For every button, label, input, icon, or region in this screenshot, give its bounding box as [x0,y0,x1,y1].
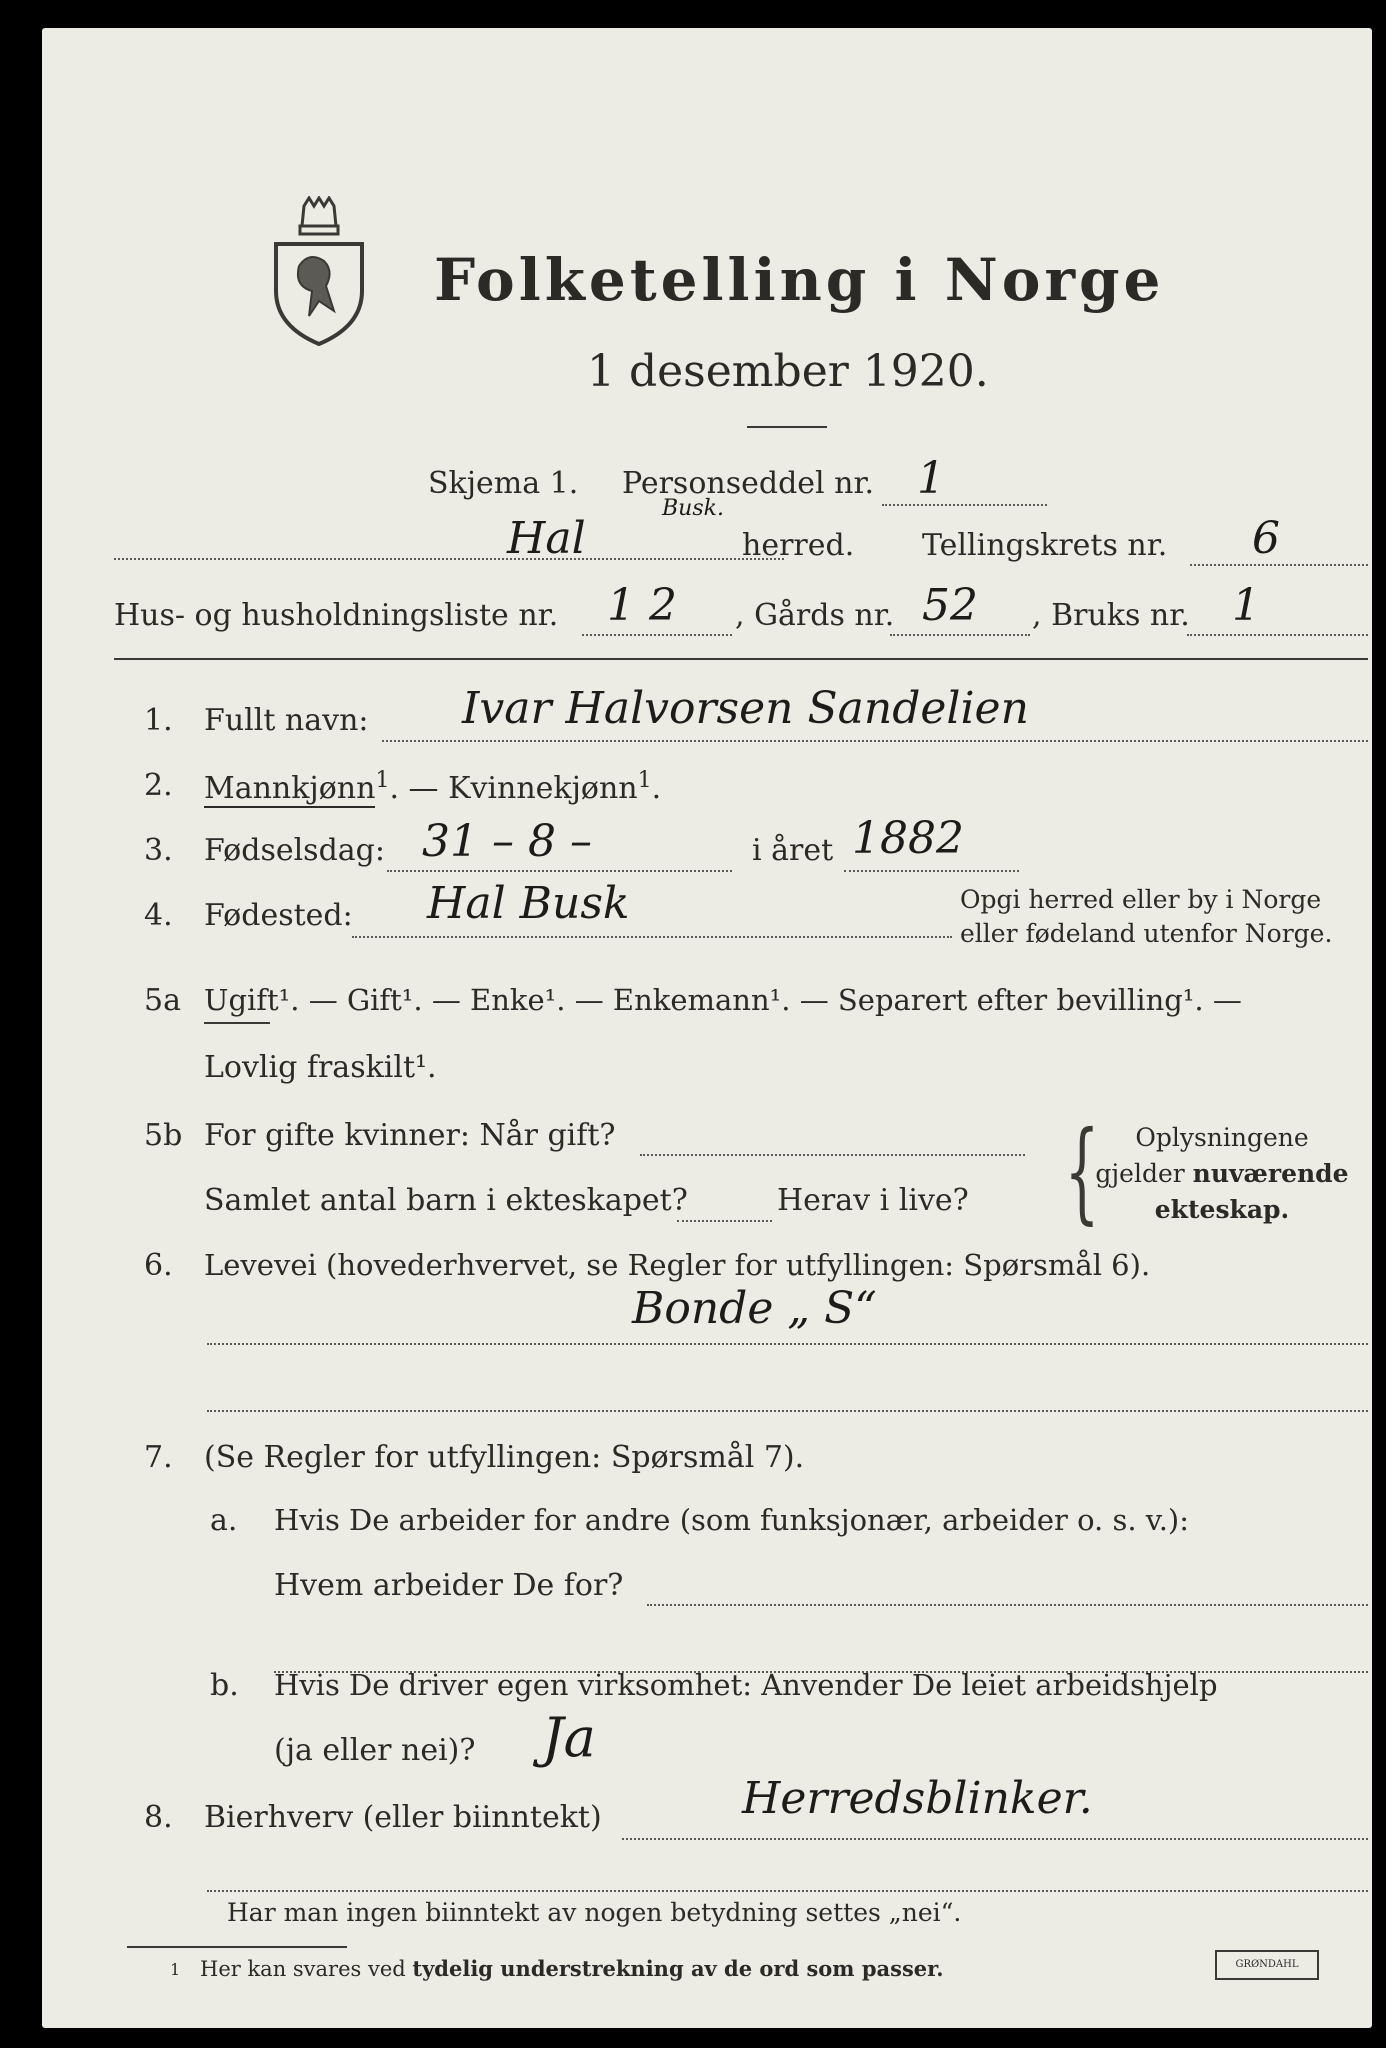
q1-dotted-line [382,740,1368,742]
footnote-divider [127,1946,347,1948]
q3-number: 3. [144,833,173,868]
q5b-dotted-line-1 [640,1154,1025,1156]
q3-year-value: 1882 [852,813,964,864]
schema-value: 1 [917,453,945,504]
q8-number: 8. [144,1800,173,1835]
q7b-letter: b. [210,1668,239,1703]
q1-label: Fullt navn: [204,703,369,738]
q7-number: 7. [144,1440,173,1475]
bruks-value: 1 [1232,580,1260,631]
q6-number: 6. [144,1248,173,1283]
q5b-note: Oplysningene gjelder nuværende ekteskap. [1095,1123,1349,1224]
schema-prefix: Skjema 1. [428,466,579,501]
gards-label: , Gårds nr. [735,598,895,633]
gards-value: 52 [922,580,978,631]
hus-dotted-line [582,634,732,636]
q2-male-option: Mannkjønn [204,771,376,806]
q3-year-dotted-line [844,870,1019,872]
q2-number: 2. [144,768,173,803]
herred-dotted-line [114,558,784,560]
q7a-line2: Hvem arbeider De for? [274,1568,624,1603]
printer-stamp: GRØNDAHL [1215,1950,1319,1980]
q5b-dotted-line-2 [677,1220,772,1222]
q1-value: Ivar Halvorsen Sandelien [462,683,1029,734]
q2-female-option: Kvinnekjønn [448,771,638,806]
q4-number: 4. [144,898,173,933]
q7b-line1: Hvis De driver egen virksomhet: Anvender De leiet arbeidshjelp [274,1668,1218,1702]
q8-label: Bierhverv (eller biinntekt) [204,1800,602,1835]
q7b-value: Ja [542,1706,596,1769]
q5a-options-line2: Lovlig fraskilt¹. [204,1050,437,1085]
footer-note: Har man ingen biinntekt av nogen betydning settes „nei“. [227,1898,962,1927]
q5b-line2a: Samlet antal barn i ekteskapet? [204,1183,688,1218]
q8-dotted-line-2 [207,1890,1368,1892]
q7b-line2: (ja eller nei)? [274,1733,476,1768]
footnote-text: Her kan svares ved tydelig understrekning av de ord som passer. [200,1956,944,1981]
herred-value: Hal [507,513,586,564]
q7a-dotted-line-1 [647,1604,1368,1606]
hus-value: 1 2 [607,580,677,631]
bruks-dotted-line [1187,634,1368,636]
coat-of-arms-icon [264,196,374,346]
tellingskrets-label: Tellingskrets nr. [922,528,1168,563]
q4-note: Opgi herred eller by i Norge eller fødeland utenfor Norge. [960,885,1333,948]
q5a-number: 5a [144,983,181,1018]
census-form: Folketelling i Norge 1 desember 1920. Skjema 1. Personseddel nr. 1 Hal Busk. herred. Tellingskrets nr. 6 Hus- og husholdningsliste nr. 1 2 , Gårds nr. 52 , Bruks nr. 1 1. Fullt navn: Ivar Halvorsen Sandelien 2. Mannkjønn$^1$. — Kvinnekjønn$^1$. 3. Fødselsdag: 31 – 8 – i året 1882 4. Fødested: Hal Busk Opgi herred eller by i Norge eller fødeland utenfor Norge. 5a Ugift¹. — Gift¹. — Enke¹. — Enkemann¹. — Separert efter bevilling¹. — Lovlig fraskilt¹. 5b For gifte kvinner: Når gift? Samlet antal barn i ekteskapet? Herav i live? { Oplysningene gjelder nuværende ekteskap. 6. Levevei (hovederhvervet, se Regler for utfyllingen: Spørsmål 6). Bonde „ S“ 7. (Se Regler for utfyllingen: Spørsmål 7). a. Hvis De arbeider for andre (som funksjonær, arbeider o. s. v.): Hvem arbeider De for? b. Hvis De driver egen virksomhet: Anvender De leiet arbeidshjelp (ja eller nei)? Ja 8. Bierhverv (eller biinntekt) Herredsblinker. Har man ingen biinntekt av nogen betydning settes „nei“. 1 Her kan svares ved tydelig understrekning av de ord som passer. GRØNDAHL [42,28,1372,2028]
tellingskrets-value: 6 [1252,513,1280,564]
q6-dotted-line-1 [207,1343,1368,1345]
census-date: 1 desember 1920. [587,346,989,397]
header-divider [114,658,1368,660]
schema-label: Personseddel nr. [622,466,875,501]
q7a-letter: a. [210,1503,238,1538]
hus-label: Hus- og husholdningsliste nr. [114,598,559,633]
form-title: Folketelling i Norge [434,246,1165,314]
herred-label: herred. [742,528,855,563]
q6-value: Bonde „ S“ [632,1283,877,1334]
q8-dotted-line-1 [622,1838,1368,1840]
footnote-number: 1 [170,1960,181,1979]
q5a-underline [204,1022,270,1024]
q6-dotted-line-2 [207,1410,1368,1412]
q3-dotted-line [387,870,732,872]
q7a-line1: Hvis De arbeider for andre (som funksjonær, arbeider o. s. v.): [274,1503,1190,1537]
q5a-options: Ugift¹. — Gift¹. — Enke¹. — Enkemann¹. — Separert efter bevilling¹. — [204,983,1242,1017]
q3-value: 31 – 8 – [422,816,592,867]
herred-value-sup: Busk. [662,496,724,521]
q7-label: (Se Regler for utfyllingen: Spørsmål 7). [204,1440,805,1475]
schema-dotted-line [882,504,1047,506]
q1-number: 1. [144,703,173,738]
tellingskrets-dotted-line [1190,564,1368,566]
bruks-label: , Bruks nr. [1032,598,1190,633]
q3-label: Fødselsdag: [204,833,385,868]
gards-dotted-line [890,634,1030,636]
q5b-line2b: Herav i live? [777,1183,969,1218]
q4-label: Fødested: [204,898,353,933]
q4-dotted-line [352,936,952,938]
q6-label: Levevei (hovederhvervet, se Regler for utfyllingen: Spørsmål 6). [204,1248,1151,1282]
q5b-line1: For gifte kvinner: Når gift? [204,1118,616,1153]
title-divider [747,426,827,428]
q4-value: Hal Busk [427,878,630,929]
q3-year-label: i året [752,833,834,868]
q5b-number: 5b [144,1118,183,1153]
q8-value: Herredsblinker. [742,1773,1093,1824]
q2-options: Mannkjønn$^1$. — Kvinnekjønn$^1$. [204,768,662,806]
